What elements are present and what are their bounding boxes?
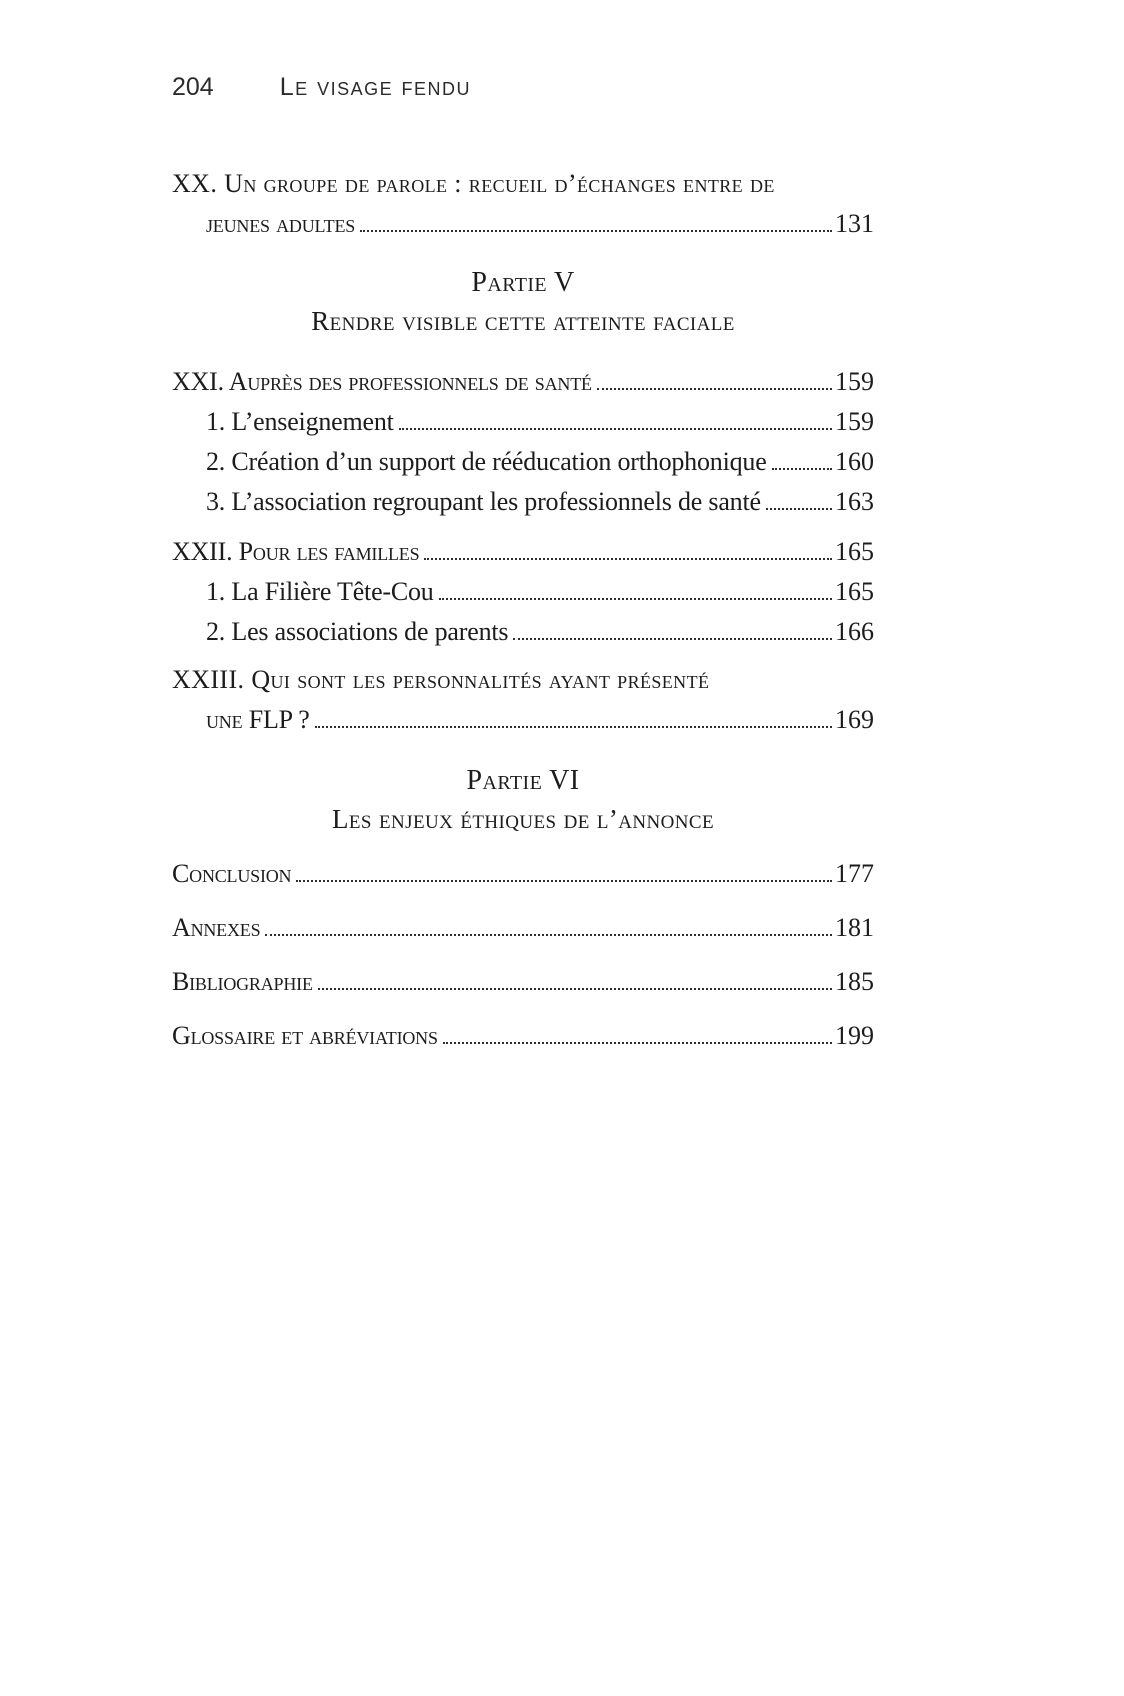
dot-leader [597, 388, 832, 390]
toc-page-number: 177 [835, 859, 874, 888]
toc-entry-xxi [172, 362, 874, 402]
part-subtitle: Les enjeux éthiques de l’annonce [332, 804, 714, 834]
toc-entry-text-continuation: une FLP ? [206, 705, 310, 734]
toc-page-number: 169 [835, 705, 874, 734]
toc-entry-bibliographie [172, 962, 874, 1002]
toc-entry-text: Glossaire et abréviations [172, 1021, 438, 1050]
dot-leader [424, 558, 832, 560]
running-title: Le visage fendu [279, 73, 472, 101]
dot-leader [360, 230, 832, 232]
toc-page-number: 166 [835, 617, 874, 646]
toc-entry-text-continuation: jeunes adultes [206, 209, 356, 238]
toc-entry-text: Conclusion [172, 859, 292, 888]
toc-entry-glossaire [172, 1016, 874, 1056]
table-of-contents [172, 164, 874, 1056]
part-title: Partie V [471, 267, 575, 298]
dot-leader [513, 638, 832, 640]
toc-page-number: 131 [835, 209, 874, 238]
page-header [172, 72, 874, 102]
toc-page-number: 165 [835, 577, 874, 606]
dot-leader [315, 726, 832, 728]
toc-page-number: 159 [835, 407, 874, 436]
dot-leader [772, 468, 832, 470]
toc-entry-annexes [172, 908, 874, 948]
toc-entry-text: XXI. Auprès des professionnels de santé [172, 367, 592, 396]
dot-leader [318, 988, 832, 990]
toc-page-number: 199 [835, 1021, 874, 1050]
toc-entry-text: XXIII. Qui sont les personnalités ayant présenté [172, 665, 710, 694]
dot-leader [439, 598, 832, 600]
toc-entry-conclusion [172, 854, 874, 894]
toc-page-number: 163 [835, 487, 874, 516]
dot-leader [399, 428, 832, 430]
toc-entry-text: Annexes [172, 913, 261, 942]
toc-page-number: 185 [835, 967, 874, 996]
folio-page-number: 204 [172, 73, 214, 101]
toc-subentry [172, 572, 874, 612]
dot-leader [265, 934, 832, 936]
toc-entry-text: 1. La Filière Tête-Cou [206, 577, 434, 606]
toc-page-number: 181 [835, 913, 874, 942]
toc-entry-xx [172, 164, 874, 244]
part-heading-vi [172, 762, 874, 838]
toc-entry-text: 1. L’enseignement [206, 407, 394, 436]
toc-subentry [172, 402, 874, 442]
part-title: Partie VI [466, 765, 580, 796]
toc-entry-text: XXII. Pour les familles [172, 537, 420, 566]
toc-entry-text: Bibliographie [172, 967, 313, 996]
dot-leader [296, 880, 832, 882]
dot-leader [766, 508, 832, 510]
toc-entry-text: 2. Création d’un support de rééducation orthophonique [206, 447, 767, 476]
toc-entry-text: 2. Les associations de parents [206, 617, 509, 646]
toc-page-number: 159 [835, 367, 874, 396]
toc-entry-text: 3. L’association regroupant les professionnels de santé [206, 487, 761, 516]
toc-entry-text: XX. Un groupe de parole : recueil d’échanges entre de [172, 169, 775, 198]
toc-page-number: 160 [835, 447, 874, 476]
toc-page-number: 165 [835, 537, 874, 566]
toc-subentry [172, 612, 874, 652]
toc-subentry [172, 482, 874, 522]
part-heading-v [172, 264, 874, 340]
toc-entry-xxiii [172, 660, 874, 740]
toc-entry-xxii [172, 532, 874, 572]
dot-leader [443, 1042, 832, 1044]
toc-subentry [172, 442, 874, 482]
part-subtitle: Rendre visible cette atteinte faciale [311, 306, 735, 336]
